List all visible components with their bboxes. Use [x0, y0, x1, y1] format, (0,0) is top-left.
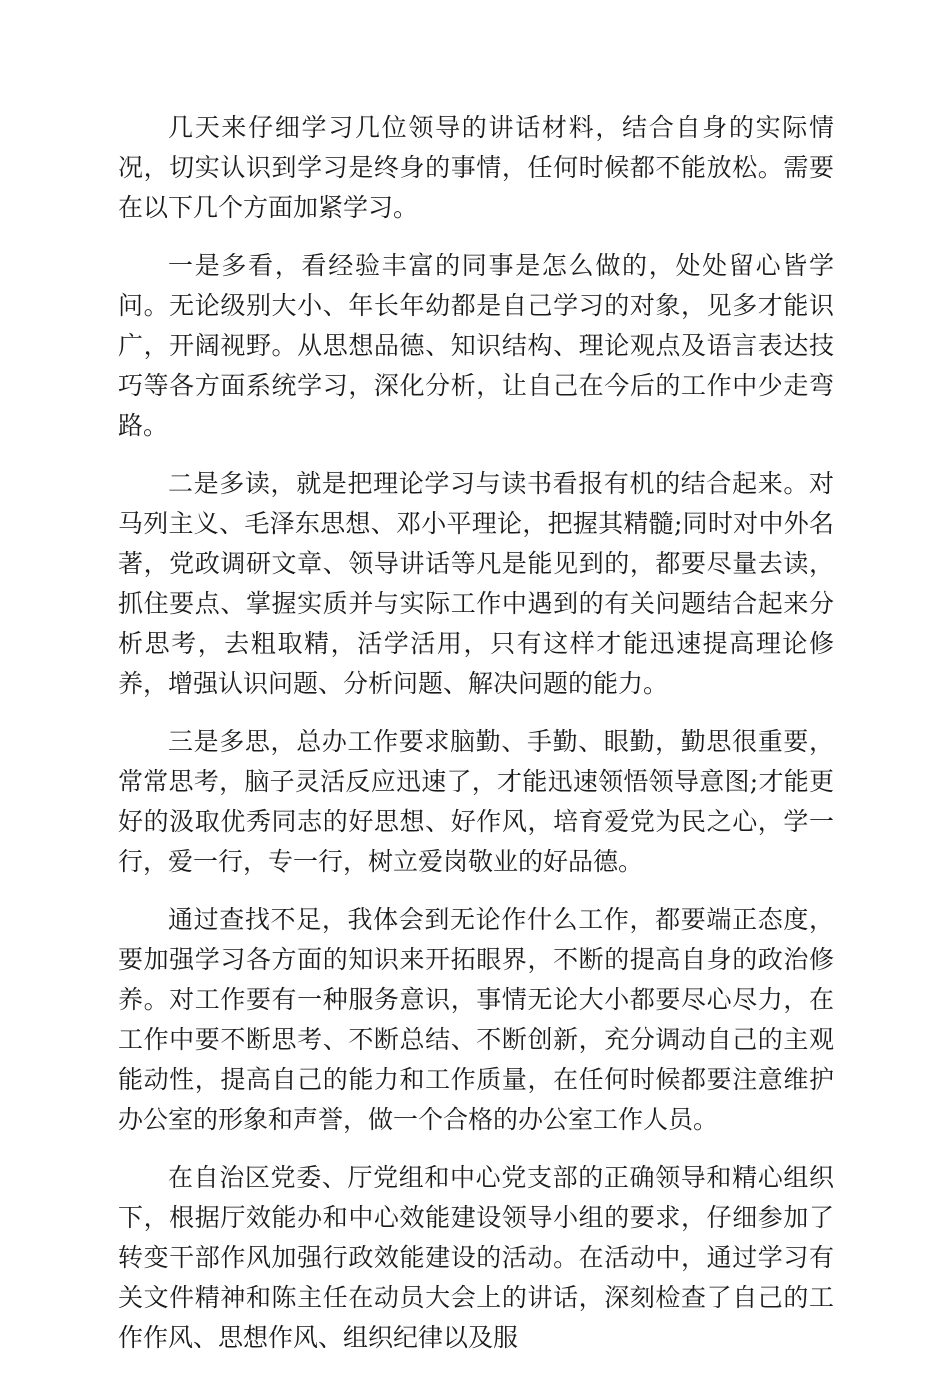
paragraph-think-more: 三是多思，总办工作要求脑勤、手勤、眼勤，勤思很重要，常常思考，脑子灵活反应迅速了，才能迅速领悟领导意图;才能更好的汲取优秀同志的好思想、好作风，培育爱党为民之心，学一行，爱一行，专一行，树立爱岗敬业的好品德。 [118, 727, 834, 876]
document-body [118, 108, 834, 1376]
paragraph-study-intro: 几天来仔细学习几位领导的讲话材料，结合自身的实际情况，切实认识到学习是终身的事情，任何时候都不能放松。需要在以下几个方面加紧学习。 [118, 113, 834, 222]
paragraph-read-more: 二是多读，就是把理论学习与读书看报有机的结合起来。对马列主义、毛泽东思想、邓小平理论，把握其精髓;同时对中外名著，党政调研文章、领导讲话等凡是能见到的，都要尽量去读，抓住要点、掌握实质并与实际工作中遇到的有关问题结合起来分析思考，去粗取精，活学活用，只有这样才能迅速提高理论修养，增强认识问题、分析问题、解决问题的能力。 [118, 469, 834, 698]
paragraph-efficiency-campaign: 在自治区党委、厅党组和中心党支部的正确领导和精心组织下，根据厅效能办和中心效能建设领导小组的要求，仔细参加了转变干部作风加强行政效能建设的活动。在活动中，通过学习有关文件精神和陈主任在动员大会上的讲话，深刻检查了自己的工作作风、思想作风、组织纪律以及服 [118, 1163, 834, 1352]
paragraph-look-more: 一是多看，看经验丰富的同事是怎么做的，处处留心皆学问。无论级别大小、年长年幼都是自己学习的对象，见多才能识广，开阔视野。从思想品德、知识结构、理论观点及语言表达技巧等各方面系统学习，深化分析，让自己在今后的工作中少走弯路。 [118, 251, 834, 440]
paragraph-reflection: 通过查找不足，我体会到无论作什么工作，都要端正态度，要加强学习各方面的知识来开拓眼界，不断的提高自身的政治修养。对工作要有一种服务意识，事情无论大小都要尽心尽力，在工作中要不断思考、不断总结、不断创新，充分调动自己的主观能动性，提高自己的能力和工作质量，在任何时候都要注意维护办公室的形象和声誉，做一个合格的办公室工作人员。 [118, 905, 834, 1134]
